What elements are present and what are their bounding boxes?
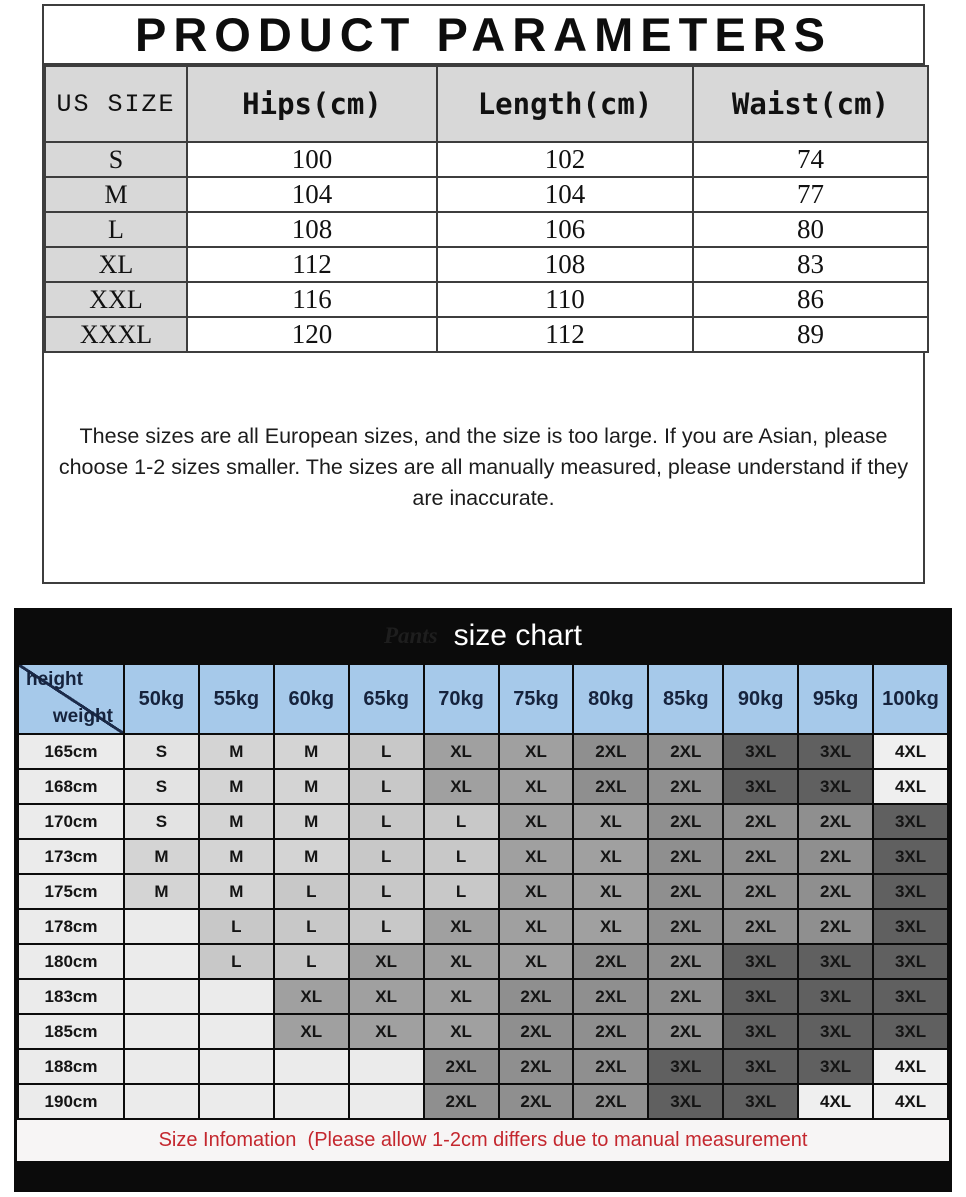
size-cell: M bbox=[274, 804, 349, 839]
column-header: US SIZE bbox=[45, 66, 187, 142]
size-cell: L bbox=[424, 874, 499, 909]
size-cell: 2XL bbox=[573, 944, 648, 979]
height-label: 180cm bbox=[18, 944, 124, 979]
size-chart-section bbox=[14, 608, 952, 1192]
weight-header: 90kg bbox=[723, 664, 798, 734]
size-cell: 2XL bbox=[723, 909, 798, 944]
size-cell: 2XL bbox=[573, 979, 648, 1014]
size-cell: XL bbox=[573, 909, 648, 944]
size-cell: 2XL bbox=[648, 734, 723, 769]
size-cell: 2XL bbox=[723, 839, 798, 874]
weight-header: 60kg bbox=[274, 664, 349, 734]
size-cell: L bbox=[349, 839, 424, 874]
empty-cell bbox=[274, 1084, 349, 1119]
height-weight-table bbox=[17, 663, 949, 1120]
measurement-value: 83 bbox=[693, 247, 928, 282]
size-cell: 3XL bbox=[873, 1014, 948, 1049]
weight-header: 80kg bbox=[573, 664, 648, 734]
brand-watermark: Pants bbox=[383, 622, 438, 648]
size-cell: 2XL bbox=[648, 839, 723, 874]
size-cell: 2XL bbox=[648, 874, 723, 909]
size-cell: 2XL bbox=[499, 979, 574, 1014]
size-cell: 3XL bbox=[798, 734, 873, 769]
weight-axis-label: weight bbox=[52, 706, 113, 727]
measurement-value: 112 bbox=[187, 247, 437, 282]
height-row bbox=[18, 734, 948, 769]
size-cell: 2XL bbox=[573, 1014, 648, 1049]
measurement-value: 110 bbox=[437, 282, 693, 317]
weight-header: 100kg bbox=[873, 664, 948, 734]
size-cell: 3XL bbox=[723, 734, 798, 769]
height-label: 188cm bbox=[18, 1049, 124, 1084]
size-label: XXXL bbox=[45, 317, 187, 352]
height-row bbox=[18, 874, 948, 909]
size-cell: 3XL bbox=[723, 769, 798, 804]
size-cell: 3XL bbox=[723, 979, 798, 1014]
size-chart-title-band bbox=[17, 608, 949, 663]
size-cell: XL bbox=[499, 839, 574, 874]
empty-cell bbox=[124, 1084, 199, 1119]
size-cell: 3XL bbox=[723, 1014, 798, 1049]
size-cell: XL bbox=[424, 944, 499, 979]
size-cell: L bbox=[274, 909, 349, 944]
measurement-value: 108 bbox=[187, 212, 437, 247]
height-row bbox=[18, 944, 948, 979]
height-row bbox=[18, 804, 948, 839]
size-cell: XL bbox=[499, 944, 574, 979]
weight-header: 70kg bbox=[424, 664, 499, 734]
size-cell: L bbox=[424, 804, 499, 839]
measurement-value: 120 bbox=[187, 317, 437, 352]
measurement-value: 86 bbox=[693, 282, 928, 317]
column-header: Waist(cm) bbox=[693, 66, 928, 142]
size-cell: 2XL bbox=[648, 909, 723, 944]
measurement-value: 104 bbox=[437, 177, 693, 212]
measurement-value: 112 bbox=[437, 317, 693, 352]
weight-header: 85kg bbox=[648, 664, 723, 734]
size-cell: 2XL bbox=[573, 769, 648, 804]
size-cell: M bbox=[274, 769, 349, 804]
size-cell: M bbox=[124, 839, 199, 874]
size-cell: 2XL bbox=[424, 1084, 499, 1119]
size-cell: L bbox=[349, 874, 424, 909]
measurement-value: 108 bbox=[437, 247, 693, 282]
table-row bbox=[45, 247, 928, 282]
size-cell: XL bbox=[499, 909, 574, 944]
height-label: 175cm bbox=[18, 874, 124, 909]
size-cell: 4XL bbox=[873, 769, 948, 804]
height-label: 165cm bbox=[18, 734, 124, 769]
size-cell: L bbox=[349, 909, 424, 944]
size-cell: XL bbox=[349, 979, 424, 1014]
height-label: 190cm bbox=[18, 1084, 124, 1119]
empty-cell bbox=[124, 944, 199, 979]
weight-header: 75kg bbox=[499, 664, 574, 734]
size-cell: 4XL bbox=[873, 1084, 948, 1119]
params-body bbox=[45, 142, 928, 352]
size-cell: 2XL bbox=[648, 769, 723, 804]
measurement-value: 77 bbox=[693, 177, 928, 212]
size-cell: XL bbox=[274, 1014, 349, 1049]
size-cell: 2XL bbox=[723, 804, 798, 839]
weight-header: 50kg bbox=[124, 664, 199, 734]
size-cell: 4XL bbox=[798, 1084, 873, 1119]
size-cell: S bbox=[124, 769, 199, 804]
size-cell: 3XL bbox=[873, 944, 948, 979]
empty-cell bbox=[124, 909, 199, 944]
size-cell: 3XL bbox=[648, 1049, 723, 1084]
empty-cell bbox=[199, 1084, 274, 1119]
empty-cell bbox=[124, 1049, 199, 1084]
size-cell: 3XL bbox=[798, 1049, 873, 1084]
height-row bbox=[18, 1049, 948, 1084]
size-cell: L bbox=[274, 874, 349, 909]
note-box bbox=[44, 353, 923, 582]
size-cell: 2XL bbox=[798, 804, 873, 839]
size-cell: L bbox=[349, 804, 424, 839]
size-label: XL bbox=[45, 247, 187, 282]
size-label: S bbox=[45, 142, 187, 177]
size-cell: S bbox=[124, 804, 199, 839]
size-cell: 2XL bbox=[573, 734, 648, 769]
size-cell: 2XL bbox=[798, 874, 873, 909]
size-cell: 2XL bbox=[798, 839, 873, 874]
measurement-note: Size Infomation (Please allow 1-2cm differs due to manual measurement bbox=[17, 1120, 949, 1161]
height-row bbox=[18, 979, 948, 1014]
size-cell: XL bbox=[274, 979, 349, 1014]
size-cell: L bbox=[274, 944, 349, 979]
measurement-value: 89 bbox=[693, 317, 928, 352]
size-cell: S bbox=[124, 734, 199, 769]
measurement-value: 80 bbox=[693, 212, 928, 247]
size-cell: 2XL bbox=[648, 979, 723, 1014]
size-cell: XL bbox=[424, 769, 499, 804]
column-header: Hips(cm) bbox=[187, 66, 437, 142]
height-label: 170cm bbox=[18, 804, 124, 839]
size-cell: 2XL bbox=[424, 1049, 499, 1084]
table-row bbox=[45, 282, 928, 317]
height-row bbox=[18, 839, 948, 874]
size-cell: M bbox=[124, 874, 199, 909]
empty-cell bbox=[124, 979, 199, 1014]
size-cell: M bbox=[274, 734, 349, 769]
empty-cell bbox=[199, 979, 274, 1014]
size-cell: XL bbox=[424, 734, 499, 769]
size-note: These sizes are all European sizes, and the size is too large. If you are Asian, please choose 1-2 sizes smaller. The sizes are all manually measured, please understand if they are inaccurate. bbox=[58, 424, 909, 510]
height-row bbox=[18, 1014, 948, 1049]
table-row bbox=[45, 317, 928, 352]
size-cell: 2XL bbox=[499, 1084, 574, 1119]
height-weight-corner-cell bbox=[18, 664, 124, 734]
size-cell: M bbox=[199, 734, 274, 769]
height-row bbox=[18, 1084, 948, 1119]
table-row bbox=[45, 142, 928, 177]
size-cell: XL bbox=[424, 1014, 499, 1049]
weight-header: 65kg bbox=[349, 664, 424, 734]
size-cell: 2XL bbox=[648, 1014, 723, 1049]
size-cell: 3XL bbox=[723, 1049, 798, 1084]
size-cell: L bbox=[349, 769, 424, 804]
size-cell: 3XL bbox=[648, 1084, 723, 1119]
size-cell: 3XL bbox=[798, 979, 873, 1014]
size-cell: XL bbox=[573, 874, 648, 909]
size-cell: XL bbox=[424, 979, 499, 1014]
measurement-value: 74 bbox=[693, 142, 928, 177]
size-cell: L bbox=[349, 734, 424, 769]
size-cell: M bbox=[199, 804, 274, 839]
product-parameters-section bbox=[42, 4, 925, 584]
size-cell: 2XL bbox=[723, 874, 798, 909]
size-cell: 2XL bbox=[573, 1049, 648, 1084]
size-cell: 3XL bbox=[873, 979, 948, 1014]
size-cell: XL bbox=[499, 769, 574, 804]
size-cell: XL bbox=[499, 874, 574, 909]
measurement-value: 102 bbox=[437, 142, 693, 177]
empty-cell bbox=[199, 1049, 274, 1084]
measurement-value: 100 bbox=[187, 142, 437, 177]
height-label: 178cm bbox=[18, 909, 124, 944]
params-header-row bbox=[45, 66, 928, 142]
size-label: XXL bbox=[45, 282, 187, 317]
empty-cell bbox=[199, 1014, 274, 1049]
table-row bbox=[45, 212, 928, 247]
column-header: Length(cm) bbox=[437, 66, 693, 142]
height-label: 168cm bbox=[18, 769, 124, 804]
size-cell: 3XL bbox=[873, 839, 948, 874]
size-cell: M bbox=[199, 769, 274, 804]
height-label: 185cm bbox=[18, 1014, 124, 1049]
size-cell: XL bbox=[573, 839, 648, 874]
weight-header: 55kg bbox=[199, 664, 274, 734]
weight-header: 95kg bbox=[798, 664, 873, 734]
size-cell: XL bbox=[499, 804, 574, 839]
size-cell: 2XL bbox=[648, 944, 723, 979]
size-cell: XL bbox=[499, 734, 574, 769]
size-chart-body bbox=[18, 734, 948, 1119]
size-cell: XL bbox=[573, 804, 648, 839]
size-cell: L bbox=[199, 909, 274, 944]
size-cell: XL bbox=[349, 944, 424, 979]
size-label: M bbox=[45, 177, 187, 212]
weights-header-row bbox=[18, 664, 948, 734]
size-cell: 2XL bbox=[648, 804, 723, 839]
size-cell: XL bbox=[349, 1014, 424, 1049]
size-cell: L bbox=[199, 944, 274, 979]
size-cell: 4XL bbox=[873, 1049, 948, 1084]
empty-cell bbox=[349, 1084, 424, 1119]
size-cell: 3XL bbox=[873, 804, 948, 839]
size-cell: M bbox=[199, 874, 274, 909]
size-cell: M bbox=[199, 839, 274, 874]
size-cell: 2XL bbox=[573, 1084, 648, 1119]
measurement-value: 116 bbox=[187, 282, 437, 317]
title-box bbox=[44, 6, 923, 65]
size-cell: 3XL bbox=[723, 1084, 798, 1119]
size-cell: 3XL bbox=[798, 769, 873, 804]
size-cell: 3XL bbox=[723, 944, 798, 979]
table-row bbox=[45, 177, 928, 212]
height-axis-label: height bbox=[26, 669, 83, 690]
height-label: 183cm bbox=[18, 979, 124, 1014]
empty-cell bbox=[124, 1014, 199, 1049]
size-cell: M bbox=[274, 839, 349, 874]
measurement-value: 104 bbox=[187, 177, 437, 212]
page-title: PRODUCT PARAMETERS bbox=[135, 8, 832, 61]
size-cell: 3XL bbox=[798, 1014, 873, 1049]
size-cell: L bbox=[424, 839, 499, 874]
size-cell: 4XL bbox=[873, 734, 948, 769]
size-cell: XL bbox=[424, 909, 499, 944]
size-label: L bbox=[45, 212, 187, 247]
size-cell: 3XL bbox=[873, 909, 948, 944]
us-size-table bbox=[44, 65, 929, 353]
size-cell: 3XL bbox=[873, 874, 948, 909]
height-label: 173cm bbox=[18, 839, 124, 874]
height-row bbox=[18, 769, 948, 804]
measurement-value: 106 bbox=[437, 212, 693, 247]
size-chart-title: size chart bbox=[453, 618, 583, 652]
size-cell: 2XL bbox=[798, 909, 873, 944]
empty-cell bbox=[274, 1049, 349, 1084]
size-cell: 2XL bbox=[499, 1014, 574, 1049]
size-cell: 2XL bbox=[499, 1049, 574, 1084]
empty-cell bbox=[349, 1049, 424, 1084]
height-row bbox=[18, 909, 948, 944]
size-cell: 3XL bbox=[798, 944, 873, 979]
